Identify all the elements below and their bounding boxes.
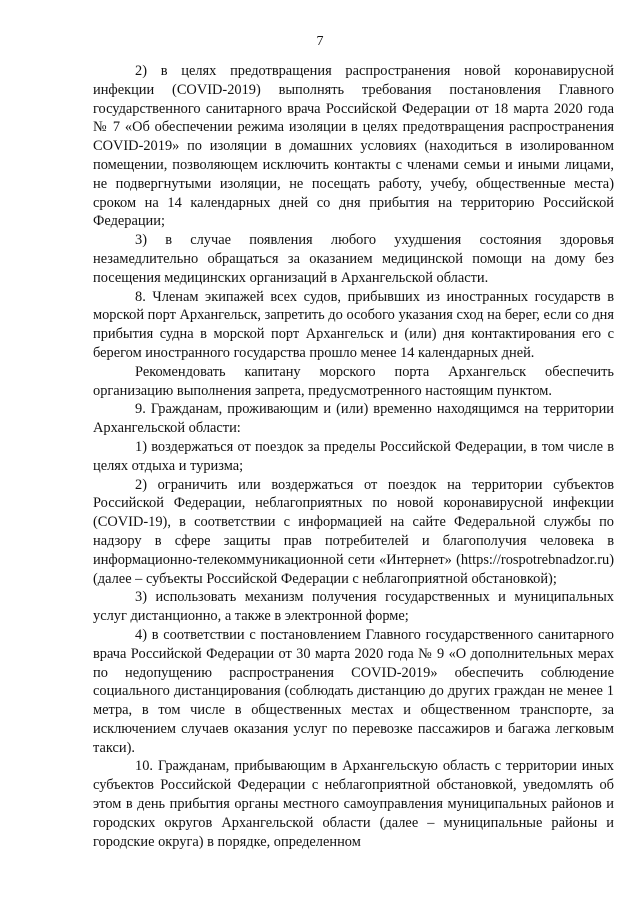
paragraph-8-ship-crews: 8. Членам экипажей всех судов, прибывших из иностранных государств в морской порт Архангельск, запретить до особого указания сход на берег, если со дня прибытия судна в морской порт Архангельск и (или) дня контактирования его с берегом иностранного государства прошло менее 14 календарных дней. xyxy=(93,288,614,361)
paragraph-10-arrivals: 10. Гражданам, прибывающим в Архангельскую область с территории иных субъектов Российской Федерации с неблагоприятной обстановкой, уведомлять об этом в день прибытия органы местного самоуправления муниципальных районов и городских округов Архангельской области (далее – муниципальные районы и городские округа) в порядке, определенном xyxy=(93,758,614,850)
page-number: 7 xyxy=(316,34,324,49)
paragraph-9-1-travel: 1) воздержаться от поездок за пределы Российской Федерации, в том числе в целях отдыха и туризма; xyxy=(93,438,614,474)
paragraph-9-citizens: 9. Гражданам, проживающим и (или) временно находящимся на территории Архангельской области: xyxy=(93,401,614,437)
paragraph-3-medical-help: 3) в случае появления любого ухудшения состояния здоровья незамедлительно обращаться за оказанием медицинской помощи на дому без посещения медицинских организаций в Архангельской области. xyxy=(93,232,614,286)
paragraph-port-captain: Рекомендовать капитану морского порта Архангельск обеспечить организацию выполнения запрета, предусмотренного настоящим пунктом. xyxy=(93,363,614,399)
document-body xyxy=(93,62,614,851)
paragraph-9-4-distancing: 4) в соответствии с постановлением Главного государственного санитарного врача Российской Федерации от 30 марта 2020 года № 9 «О дополнительных мерах по недопущению распространения COVID-2019» обеспечить соблюдение социального дистанцирования (соблюдать дистанцию до других граждан не менее 1 метра, в том числе в общественных местах и общественном транспорте, за исключением случаев оказания услуг по перевозке пассажиров и багажа легковым такси). xyxy=(93,626,614,756)
paragraph-9-2-regions: 2) ограничить или воздержаться от поездок на территории субъектов Российской Федерации, неблагоприятных по новой коронавирусной инфекции (COVID-19), в соответствии с информацией на сайте Федеральной службы по надзору в сфере защиты прав потребителей и благополучия человека в информационно-телекоммуникационной сети «Интернет» (https://rospotrebnadzor.ru) (далее – субъекты Российской Федерации с неблагоприятной обстановкой); xyxy=(93,476,614,587)
paragraph-2-isolation: 2) в целях предотвращения распространения новой коронавирусной инфекции (COVID-2019) выполнять требования постановления Главного государственного санитарного врача Российской Федерации от 18 марта 2020 года № 7 «Об обеспечении режима изоляции в целях предотвращения распространения COVID-2019» по изоляции в домашних условиях (находиться в изолированном помещении, позволяющем исключить контакты с членами семьи и иными лицами, не подвергнутыми изоляции, не посещать работу, учебу, общественные места) сроком на 14 календарных дней со дня прибытия на территорию Российской Федерации; xyxy=(93,63,614,230)
paragraph-9-3-services: 3) использовать механизм получения государственных и муниципальных услуг дистанционно, а также в электронной форме; xyxy=(93,589,614,625)
